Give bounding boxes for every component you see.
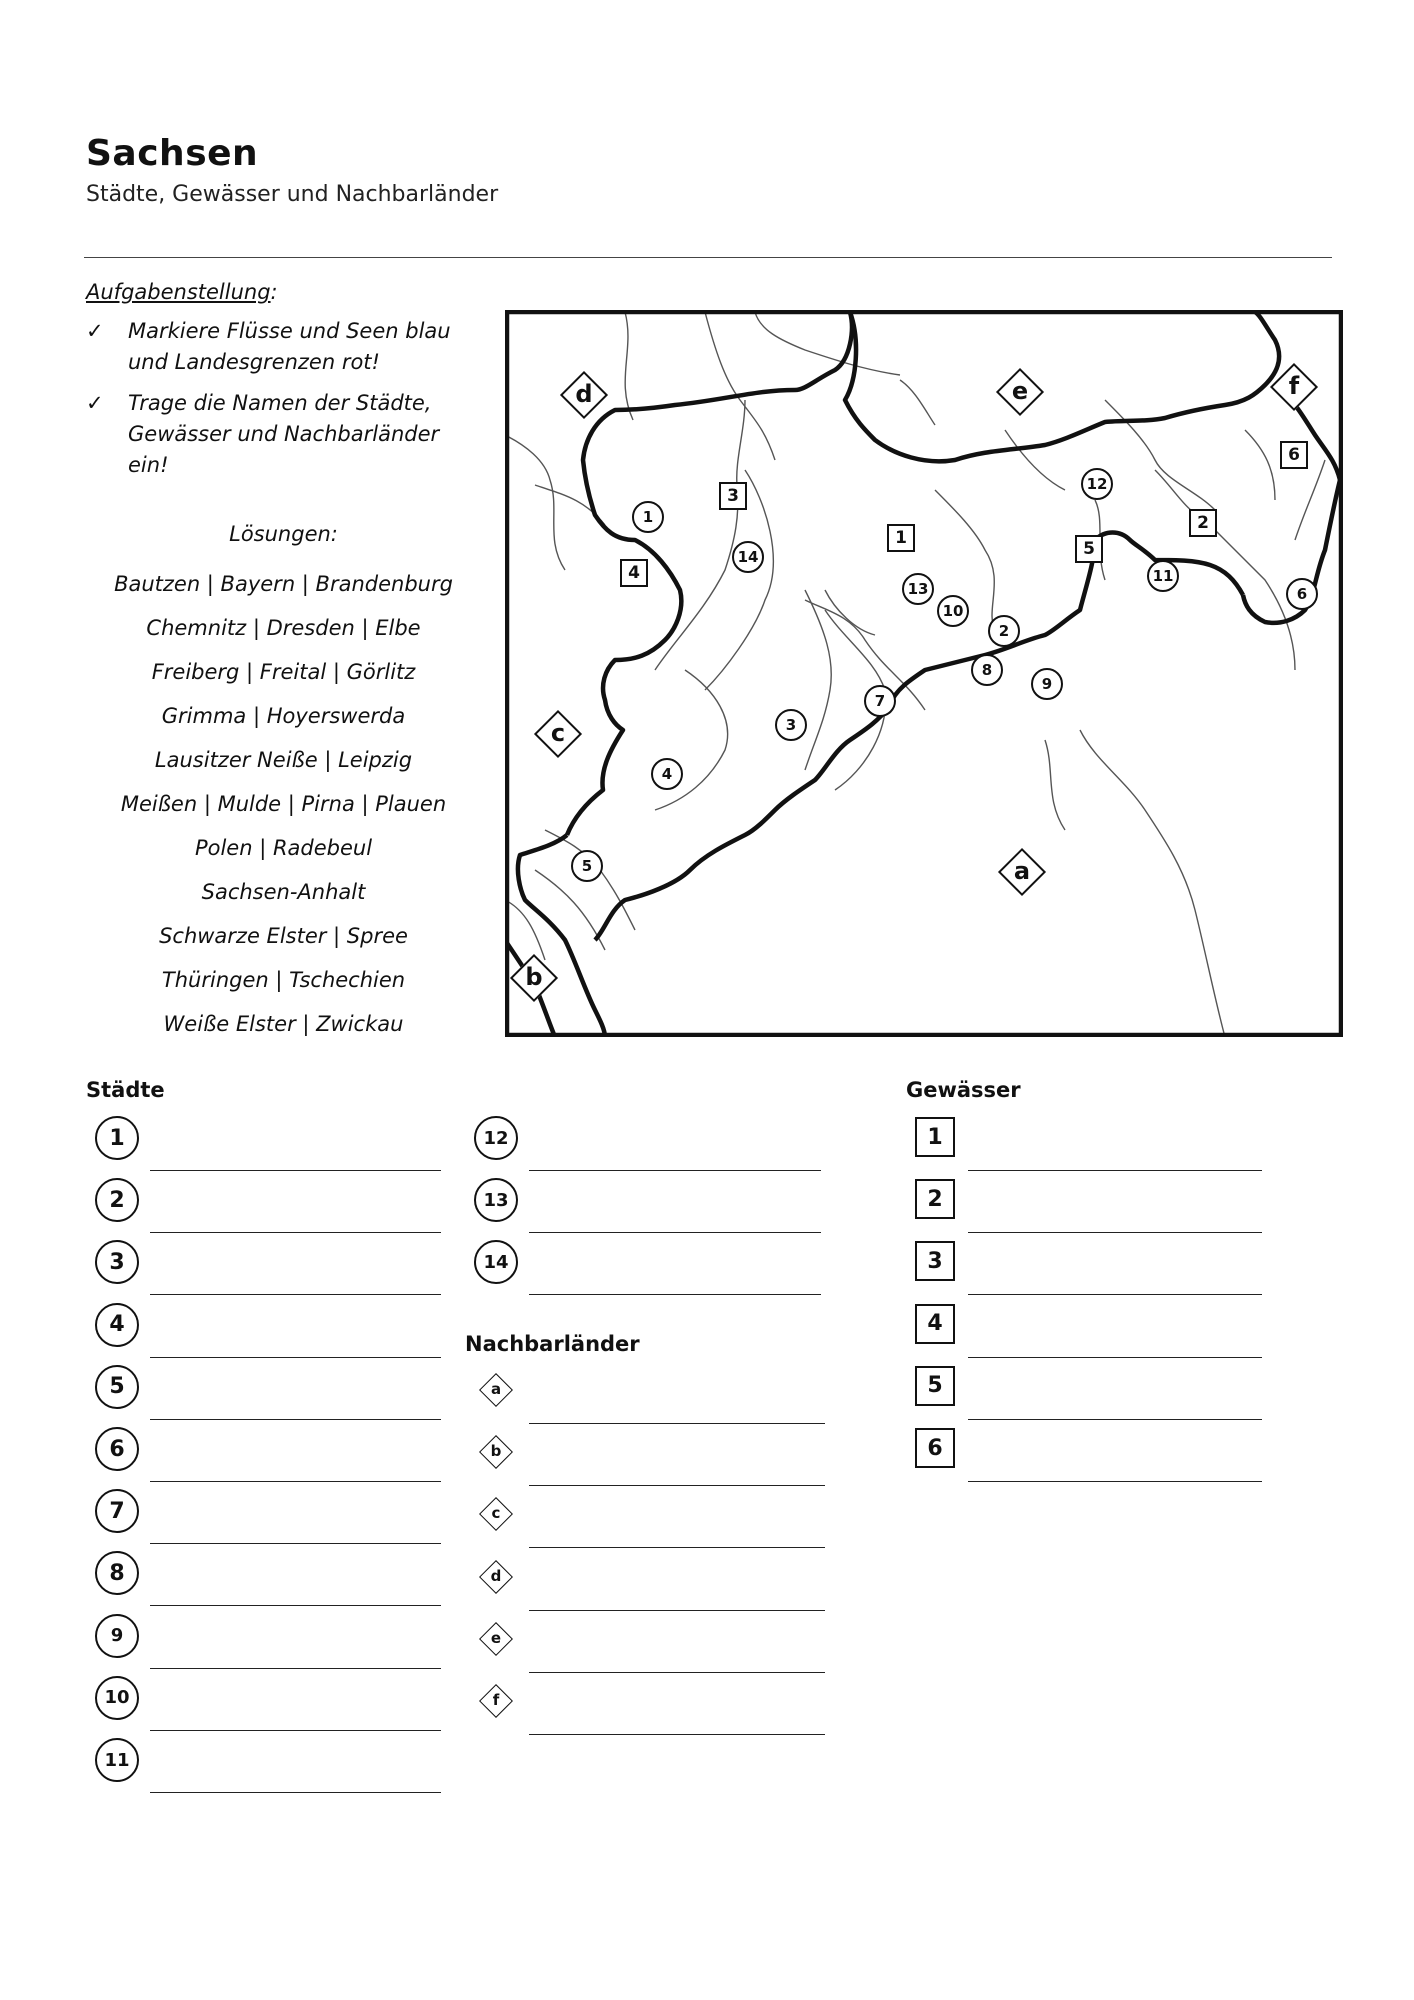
answer-line[interactable]	[529, 1294, 821, 1295]
solution-line: Polen | Radebeul	[194, 836, 373, 860]
task-line: Markiere Flüsse und Seen blau	[128, 319, 451, 343]
solution-line: Chemnitz | Dresden | Elbe	[146, 616, 421, 640]
header-divider	[84, 257, 1332, 258]
map-city-marker: 12	[1081, 468, 1113, 500]
answer-line[interactable]	[150, 1792, 441, 1793]
map-country-label: f	[1288, 372, 1300, 400]
city-number-badge: 8	[95, 1551, 139, 1595]
answer-line[interactable]	[529, 1672, 825, 1673]
city-number-badge: 1	[95, 1116, 139, 1160]
task-line: ein!	[128, 453, 169, 477]
solution-line: Bautzen | Bayern | Brandenburg	[114, 572, 453, 596]
answer-line[interactable]	[150, 1357, 441, 1358]
task-heading-text: Aufgabenstellung	[86, 280, 271, 304]
city-number-badge: 3	[95, 1240, 139, 1284]
waters-section-title: Gewässer	[906, 1078, 1021, 1102]
country-letter-label: f	[492, 1691, 500, 1709]
city-number-badge: 9	[95, 1614, 139, 1658]
answer-line[interactable]	[968, 1170, 1262, 1171]
solution-line: Lausitzer Neiße | Leipzig	[154, 748, 413, 772]
city-number-badge: 7	[95, 1489, 139, 1533]
water-number-badge: 2	[915, 1179, 955, 1219]
task-item-1	[86, 316, 486, 378]
map-city-marker: 9	[1031, 668, 1063, 700]
map-city-marker: 5	[571, 850, 603, 882]
countries-section-title: Nachbarländer	[465, 1332, 640, 1356]
country-letter-label: a	[490, 1380, 502, 1398]
city-number-badge: 6	[95, 1427, 139, 1471]
solution-line: Sachsen-Anhalt	[201, 880, 366, 904]
city-number-badge: 5	[95, 1365, 139, 1409]
task-line: und Landesgrenzen rot!	[128, 350, 380, 374]
map-city-marker: 4	[651, 758, 683, 790]
city-number-badge: 11	[95, 1738, 139, 1782]
check-icon: ✓	[86, 391, 104, 415]
task-line: Gewässer und Nachbarländer	[128, 422, 440, 446]
map-country-label: e	[1011, 377, 1029, 405]
answer-line[interactable]	[529, 1547, 825, 1548]
answer-line[interactable]	[968, 1419, 1262, 1420]
water-number-badge: 4	[915, 1304, 955, 1344]
city-number-badge: 13	[474, 1178, 518, 1222]
answer-line[interactable]	[150, 1170, 441, 1171]
solution-line: Meißen | Mulde | Pirna | Plauen	[120, 792, 447, 816]
check-icon: ✓	[86, 319, 104, 343]
border-lines	[505, 312, 1340, 1037]
map-city-marker: 6	[1286, 578, 1318, 610]
answer-line[interactable]	[150, 1481, 441, 1482]
answer-line[interactable]	[529, 1170, 821, 1171]
map-city-marker: 7	[864, 685, 896, 717]
answer-line[interactable]	[529, 1423, 825, 1424]
answer-line[interactable]	[150, 1605, 441, 1606]
country-letter-label: d	[490, 1566, 502, 1585]
map-country-label: d	[575, 380, 593, 408]
map-water-marker: 1	[887, 524, 915, 552]
water-number-badge: 3	[915, 1241, 955, 1281]
map-water-marker: 5	[1075, 535, 1103, 563]
city-number-badge: 12	[474, 1116, 518, 1160]
water-number-badge: 6	[915, 1428, 955, 1468]
country-letter-label: b	[490, 1442, 502, 1461]
answer-line[interactable]	[529, 1610, 825, 1611]
answer-line[interactable]	[150, 1543, 441, 1544]
solution-line: Schwarze Elster | Spree	[159, 924, 408, 948]
answer-line[interactable]	[968, 1294, 1262, 1295]
page-title: Sachsen	[86, 133, 259, 174]
map-city-marker: 11	[1147, 560, 1179, 592]
city-number-badge: 14	[474, 1240, 518, 1284]
map-city-marker: 3	[775, 709, 807, 741]
cities-section-title: Städte	[86, 1078, 165, 1102]
map-country-label: a	[1013, 857, 1031, 885]
country-letter-label: c	[491, 1504, 501, 1523]
answer-line[interactable]	[150, 1232, 441, 1233]
solution-line: Thüringen | Tschechien	[161, 968, 406, 992]
solution-line: Grimma | Hoyerswerda	[161, 704, 406, 728]
water-number-badge: 1	[915, 1117, 955, 1157]
answer-line[interactable]	[529, 1232, 821, 1233]
map-city-marker: 2	[988, 615, 1020, 647]
answer-line[interactable]	[150, 1294, 441, 1295]
answer-line[interactable]	[968, 1357, 1262, 1358]
map-city-marker: 13	[902, 573, 934, 605]
task-heading-colon: :	[270, 280, 278, 304]
page-subtitle: Städte, Gewässer und Nachbarländer	[86, 182, 499, 207]
answer-line[interactable]	[529, 1734, 825, 1735]
answer-line[interactable]	[150, 1668, 441, 1669]
task-heading	[86, 280, 278, 304]
map-border-frame	[507, 312, 1341, 1035]
map-city-marker: 10	[937, 595, 969, 627]
map-city-marker: 14	[732, 541, 764, 573]
map-water-marker: 6	[1280, 441, 1308, 469]
map-city-marker: 1	[632, 501, 664, 533]
saxony-map	[505, 310, 1343, 1037]
map-water-marker: 4	[620, 559, 648, 587]
task-line: Trage die Namen der Städte,	[128, 391, 432, 415]
answer-line[interactable]	[968, 1232, 1262, 1233]
solution-line: Weiße Elster | Zwickau	[163, 1012, 404, 1036]
water-number-badge: 5	[915, 1366, 955, 1406]
city-number-badge: 4	[95, 1303, 139, 1347]
answer-line[interactable]	[150, 1730, 441, 1731]
city-number-badge: 10	[95, 1676, 139, 1720]
map-city-marker: 8	[971, 654, 1003, 686]
city-number-badge: 2	[95, 1178, 139, 1222]
solutions-heading: Lösungen:	[229, 522, 338, 546]
answer-line[interactable]	[968, 1481, 1262, 1482]
answer-line[interactable]	[150, 1419, 441, 1420]
task-item-2	[86, 388, 486, 481]
map-country-label: c	[550, 719, 566, 747]
map-water-marker: 2	[1189, 509, 1217, 537]
country-letter-label: e	[490, 1628, 502, 1647]
map-water-marker: 3	[719, 482, 747, 510]
answer-line[interactable]	[529, 1485, 825, 1486]
map-country-label: b	[525, 963, 543, 991]
solution-line: Freiberg | Freital | Görlitz	[151, 660, 416, 684]
